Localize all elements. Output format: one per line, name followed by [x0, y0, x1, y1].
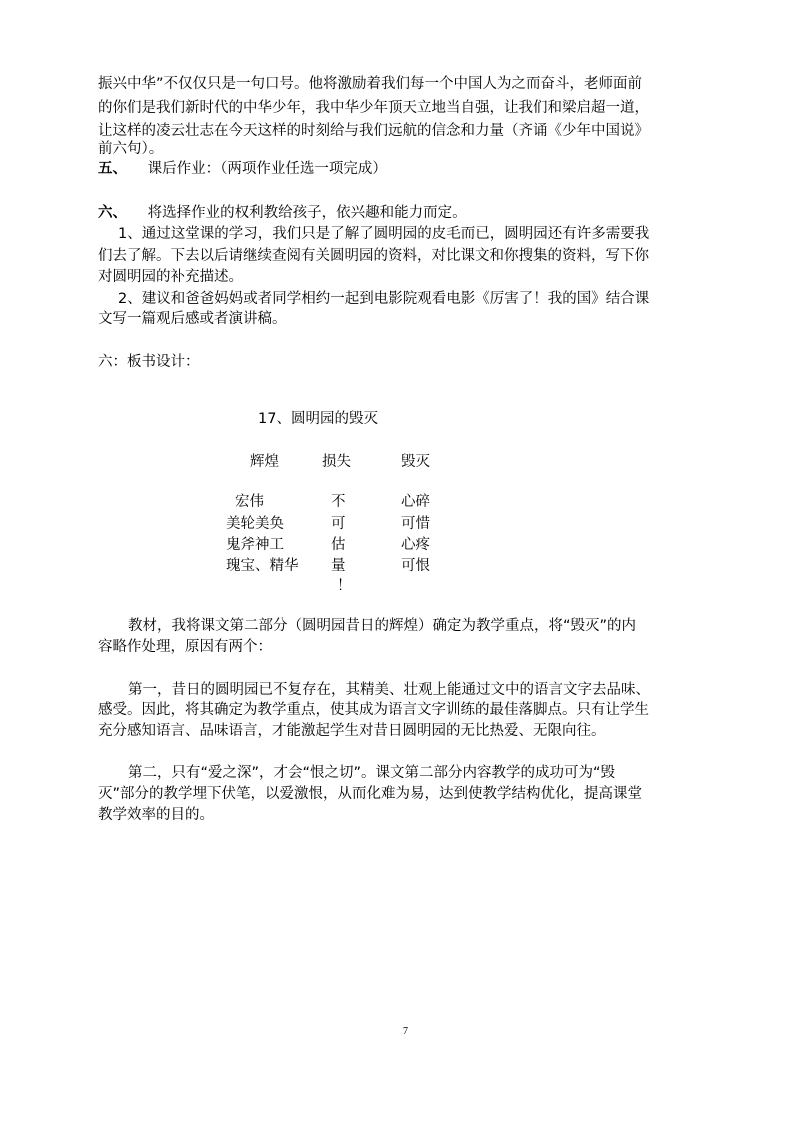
section-text: 将选择作业的权利教给孩子，依兴趣和能力而定。 [147, 205, 467, 221]
text-line: 教材，我将课文第二部分（圆明园昔日的辉煌）确定为教学重点，将“毁灭”的内 [128, 618, 637, 634]
text-line: 们去了解。下去以后请继续查阅有关圆明园的资料，对比课文和你搜集的资料，写下你 [98, 248, 649, 264]
board-cell: 不 [331, 494, 346, 510]
section-text: 课后作业：（两项作业任选一项完成） [147, 161, 387, 177]
board-cell: 可恨 [401, 558, 430, 574]
text-line: 1、通过这堂课的学习，我们只是了解了圆明园的皮毛而已，圆明园还有许多需要我 [118, 226, 650, 242]
text-line: 第一，昔日的圆明园已不复存在，其精美、壮观上能通过文中的语言文字去品味、 [128, 682, 650, 698]
board-cell: 可惜 [401, 516, 430, 532]
board-cell: 鬼斧神工 [226, 537, 284, 553]
text-line: 灭”部分的教学埋下伏笔，以爱激恨，从而化难为易，达到使教学结构优化，提高课堂 [98, 786, 643, 802]
board-cell: 心疼 [401, 537, 430, 553]
section-five [98, 159, 387, 179]
board-cell: 量 [331, 558, 346, 574]
text-line: 2、建议和爸爸妈妈或者同学相约一起到电影院观看电影《厉害了！我的国》结合课 [118, 291, 650, 307]
text-line: 前六句）。 [98, 141, 164, 157]
board-cell: 宏伟 [235, 494, 264, 510]
board-cell: 心碎 [401, 494, 430, 510]
text-line: 的你们是我们新时代的中华少年，我中华少年顶天立地当自强，让我们和梁启超一道， [98, 100, 649, 116]
text-line: 充分感知语言、品味语言，才能激起学生对昔日圆明园的无比热爱、无限向往。 [98, 723, 606, 739]
board-header: 辉煌 [250, 454, 279, 470]
page-number: 7 [403, 1026, 408, 1037]
board-title: 17、圆明园的毁灭 [258, 411, 378, 427]
board-cell: 美轮美奂 [226, 516, 284, 532]
board-cell: ！ [337, 578, 352, 594]
text-line: 对圆明园的补充描述。 [98, 269, 243, 285]
section-number: 六、 [98, 205, 127, 221]
text-line: 第二，只有“爱之深”，才会“恨之切”。课文第二部分内容教学的成功可为“毁 [128, 765, 616, 781]
board-cell: 估 [331, 537, 346, 553]
text-line: 容略作处理，原因有两个： [98, 639, 272, 655]
text-line: 让这样的凌云壮志在今天这样的时刻给与我们远航的信念和力量（齐诵《少年中国说》 [98, 123, 649, 139]
section-six [98, 203, 467, 223]
board-header: 毁灭 [401, 454, 430, 470]
text-line: 文写一篇观后感或者演讲稿。 [98, 311, 287, 327]
board-heading: 六：板书设计： [98, 354, 200, 370]
text-line: 教学效率的目的。 [98, 807, 214, 823]
board-header: 损失 [322, 454, 351, 470]
text-line: 振兴中华”不仅仅只是一句口号。他将激励着我们每一个中国人为之而奋斗，老师面前 [98, 76, 643, 92]
section-number: 五、 [98, 161, 127, 177]
text-line: 感受。因此，将其确定为教学重点，使其成为语言文字训练的最佳落脚点。只有让学生 [98, 702, 649, 718]
board-cell: 可 [331, 516, 346, 532]
board-cell: 瑰宝、精华 [226, 558, 299, 574]
